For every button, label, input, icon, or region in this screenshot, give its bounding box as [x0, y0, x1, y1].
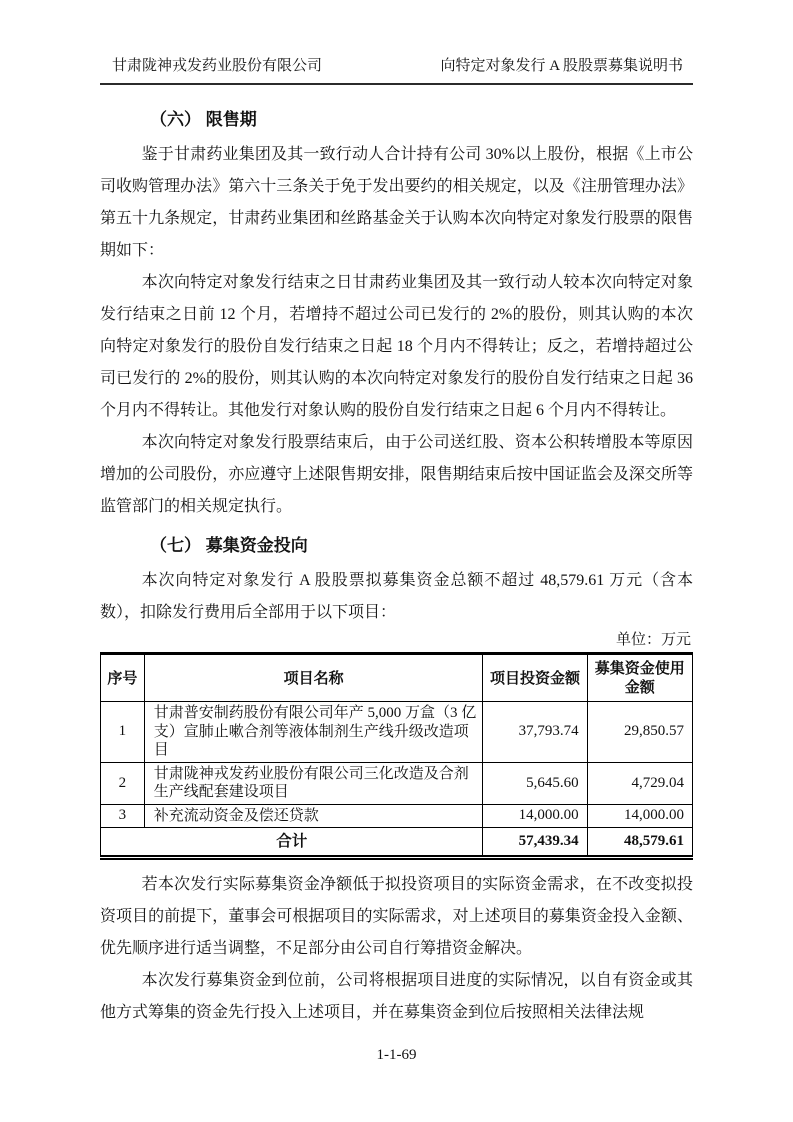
section6-paragraph-basis: 鉴于甘肃药业集团及其一致行动人合计持有公司 30%以上股份，根据《上市公司收购管理办法》第六十三条关于免于发出要约的相关规定，以及《注册管理办法》第五十九条规定，甘肃药业集团和丝路基金关于认购本次向特定对象发行股票的限售期如下： — [100, 146, 693, 259]
table-unit-note: 单位：万元 — [615, 632, 691, 648]
section6-heading: （六） 限售期 — [150, 110, 257, 129]
total-label: 合计 — [101, 828, 483, 858]
row-raised-funds: 14,000.00 — [587, 804, 692, 828]
row-project-name: 补充流动资金及偿还贷款 — [144, 804, 483, 828]
row-investment: 14,000.00 — [483, 804, 587, 828]
column-header-investment: 项目投资金额 — [483, 654, 587, 702]
column-header-project-name: 项目名称 — [144, 654, 483, 702]
column-header-raised-funds: 募集资金使用金额 — [587, 654, 692, 702]
table-header-row — [101, 654, 693, 702]
table-row — [101, 702, 693, 763]
row-raised-funds: 29,850.57 — [587, 702, 692, 763]
section6-paragraph-lockup-terms: 本次向特定对象发行结束之日甘肃药业集团及其一致行动人较本次向特定对象发行结束之日前 12 个月，若增持不超过公司已发行的 2%的股份，则其认购的本次向特定对象发行的股份自发行结束之日起 18 个月内不得转让；反之，若增持超过公司已发行的 2%的股份，则其认购的本次向特定对象发行的股份自发行结束之日起 36 个月内不得转让。其他发行对象认购的股份自发行结束之日起 6 个月内不得转让。 — [100, 274, 693, 419]
header-company-name: 甘肃陇神戎发药业股份有限公司 — [112, 58, 323, 74]
section7-heading: （七） 募集资金投向 — [150, 536, 308, 555]
row-investment: 37,793.74 — [483, 702, 587, 763]
total-raised-funds: 48,579.61 — [587, 828, 692, 858]
table-total-row — [101, 828, 693, 858]
row-no: 3 — [101, 804, 145, 828]
header-doc-title: 向特定对象发行 A 股股票募集说明书 — [440, 58, 683, 74]
table-row — [101, 762, 693, 804]
fund-usage-table — [100, 652, 693, 860]
table-row — [101, 804, 693, 828]
total-investment: 57,439.34 — [483, 828, 587, 858]
row-no: 2 — [101, 762, 145, 804]
row-investment: 5,645.60 — [483, 762, 587, 804]
page-header — [100, 56, 693, 85]
section7-paragraph-advance-funding: 本次发行募集资金到位前，公司将根据项目进度的实际情况，以自有资金或其他方式筹集的资金先行投入上述项目，并在募集资金到位后按照相关法律法规 — [100, 972, 693, 1021]
section7-paragraph-adjustment: 若本次发行实际募集资金净额低于拟投资项目的实际资金需求，在不改变拟投资项目的前提下，董事会可根据项目的实际需求，对上述项目的募集资金投入金额、优先顺序进行适当调整，不足部分由公司自行筹措资金解决。 — [100, 876, 693, 957]
page-number: 1-1-69 — [376, 1047, 417, 1063]
row-project-name: 甘肃普安制药股份有限公司年产 5,000 万盒（3 亿支）宣肺止嗽合剂等液体制剂生产线升级改造项目 — [144, 702, 483, 763]
row-project-name: 甘肃陇神戎发药业股份有限公司三化改造及合剂生产线配套建设项目 — [144, 762, 483, 804]
row-no: 1 — [101, 702, 145, 763]
section7-intro-paragraph: 本次向特定对象发行 A 股股票拟募集资金总额不超过 48,579.61 万元（含本数），扣除发行费用后全部用于以下项目： — [100, 572, 693, 621]
row-raised-funds: 4,729.04 — [587, 762, 692, 804]
column-header-no: 序号 — [101, 654, 145, 702]
section6-paragraph-bonus-shares: 本次向特定对象发行股票结束后，由于公司送红股、资本公积转增股本等原因增加的公司股份，亦应遵守上述限售期安排，限售期结束后按中国证监会及深交所等监管部门的相关规定执行。 — [100, 434, 693, 515]
